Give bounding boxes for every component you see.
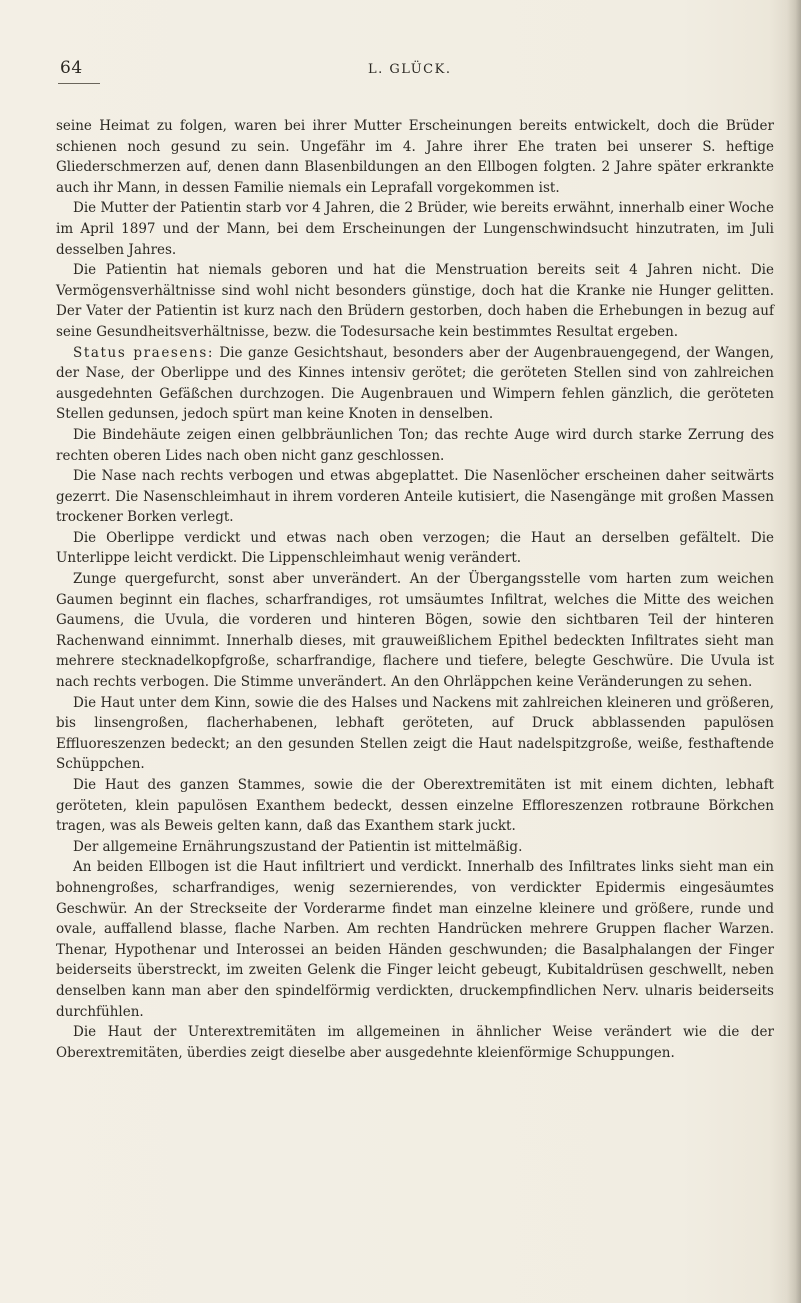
paragraph-3-text: Die Patientin hat niemals geboren und hat die Menstruation bereits seit 4 Jahren nicht. Die Vermögensverhältnisse sind wohl nicht besonders günstige, doch hat die Kranke nie Hunger gelitten. Der Vater der Patientin ist kurz nach den Brüdern gestorben, doch haben die Erhebungen in bezug auf seine Gesundheitsverhältnisse, bezw. die Todesursache kein bestimmtes Resultat ergeben. xyxy=(56,262,774,340)
paragraph-12-text: An beiden Ellbogen ist die Haut infiltriert und verdickt. Innerhalb des Infiltrates links sieht man ein bohnengroßes, scharfrandiges, wenig sezernierendes, von verdickter Epidermis eingesäumtes Geschwür. An der Streckseite der Vorderarme findet man einzelne kleinere und größere, runde und ovale, auffallend blasse, flache Narben. Am rechten Handrücken mehrere Gruppen flacher Warzen. Thenar, Hypothenar und Interossei an beiden Händen geschwunden; die Basalphalangen der Finger beiderseits überstreckt, im zweiten Gelenk die Finger leicht gebeugt, Kubitaldrüsen geschwellt, neben denselben kann man aber den spindelförmig verdickten, druckempfindlichen Nerv. ulnaris beiderseits durchfühlen. xyxy=(56,859,774,1020)
running-head xyxy=(0,58,801,88)
running-title: L. GLÜCK. xyxy=(368,62,452,77)
paragraph-3 xyxy=(56,260,774,342)
paragraph-4-text: Die ganze Gesichtshaut, besonders aber der Augenbrauengegend, der Wangen, der Nase, der Oberlippe und des Kinnes intensiv gerötet; die geröteten Stellen sind von zahlreichen ausgedehnten Gefäßchen durchzogen. Die Augenbrauen und Wimpern fehlen gänzlich, die geröteten Stellen gedunsen, jedoch spürt man keine Knoten in denselben. xyxy=(56,344,774,423)
paragraph-4 xyxy=(56,343,774,425)
page-edge-shadow xyxy=(787,0,801,1303)
page-number: 64 xyxy=(60,58,83,78)
paragraph-7-text: Die Oberlippe verdickt und etwas nach oben verzogen; die Haut an derselben gefältelt. Die Unterlippe leicht verdickt. Die Lippenschleimhaut wenig verändert. xyxy=(56,529,774,567)
paragraph-11 xyxy=(56,837,774,858)
body-text xyxy=(56,116,774,1063)
paragraph-6 xyxy=(56,466,774,528)
paragraph-2 xyxy=(56,198,774,260)
paragraph-5 xyxy=(56,425,774,466)
paragraph-12 xyxy=(56,857,774,1022)
paragraph-9 xyxy=(56,693,774,775)
paragraph-10-text: Die Haut des ganzen Stammes, sowie die der Oberextremitäten ist mit einem dichten, lebhaft geröteten, klein papulösen Exanthem bedeckt, dessen einzelne Effloreszenzen rotbraune Börkchen tragen, was als Beweis gelten kann, daß das Exanthem stark juckt. xyxy=(56,777,774,835)
page-number-rule xyxy=(58,83,100,84)
paragraph-8-text: Zunge quergefurcht, sonst aber unverändert. An der Übergangsstelle vom harten zum weichen Gaumen beginnt ein flaches, scharfrandiges, rot umsäumtes Infiltrat, welches die Mitte des weichen Gaumens, die Uvula, die vorderen und hinteren Bögen, sowie den sichtbaren Teil der hinteren Rachenwand einnimmt. Innerhalb dieses, mit grauweißlichem Epithel bedeckten Infiltrates sieht man mehrere stecknadelkopfgroße, scharfrandige, flachere und tiefere, belegte Geschwüre. Die Uvula ist nach rechts verbogen. Die Stimme unverändert. An den Ohrläppchen keine Veränderungen zu sehen. xyxy=(56,571,774,691)
paragraph-10 xyxy=(56,775,774,837)
paragraph-13-text: Die Haut der Unterextremitäten im allgemeinen in ähnlicher Weise verändert wie die der Oberextremitäten, überdies zeigt dieselbe aber ausgedehnte kleienförmige Schuppungen. xyxy=(56,1024,774,1061)
status-praesens-lead: Status praesens: xyxy=(73,344,214,361)
paragraph-7 xyxy=(56,528,774,569)
paragraph-1 xyxy=(56,116,774,198)
paragraph-1-text: seine Heimat zu folgen, waren bei ihrer Mutter Erscheinungen bereits entwickelt, doch die Brüder schienen noch gesund zu sein. Ungefähr im 4. Jahre ihrer Ehe traten bei unserer S. heftige Gliederschmerzen auf, denen dann Blasenbildungen an den Ellbogen folgten. 2 Jahre später erkrankte auch ihr Mann, in dessen Familie niemals ein Leprafall vorgekommen ist. xyxy=(56,118,774,196)
paragraph-13 xyxy=(56,1022,774,1063)
paragraph-8 xyxy=(56,569,774,693)
paragraph-2-text: Die Mutter der Patientin starb vor 4 Jahren, die 2 Brüder, wie bereits erwähnt, innerhalb einer Woche im April 1897 und der Mann, bei dem Erscheinungen der Lungenschwindsucht hinzutraten, im Juli desselben Jahres. xyxy=(56,200,774,258)
paragraph-5-text: Die Bindehäute zeigen einen gelbbräunlichen Ton; das rechte Auge wird durch starke Zerrung des rechten oberen Lides nach oben nicht ganz geschlossen. xyxy=(56,426,774,464)
paragraph-11-text: Der allgemeine Ernährungszustand der Patientin ist mittelmäßig. xyxy=(73,838,523,855)
paragraph-9-text: Die Haut unter dem Kinn, sowie die des Halses und Nackens mit zahlreichen kleineren und größeren, bis linsengroßen, flacherhabenen, lebhaft geröteten, auf Druck abblassenden papulösen Effluoreszenzen bedeckt; an den gesunden Stellen zeigt die Haut nadelspitzgroße, weiße, festhaftende Schüppchen. xyxy=(56,694,774,773)
paragraph-6-text: Die Nase nach rechts verbogen und etwas abgeplattet. Die Nasenlöcher erscheinen daher seitwärts gezerrt. Die Nasenschleimhaut in ihrem vorderen Anteile kutisiert, die Nasengänge mit großen Massen trockener Borken verlegt. xyxy=(56,468,774,526)
